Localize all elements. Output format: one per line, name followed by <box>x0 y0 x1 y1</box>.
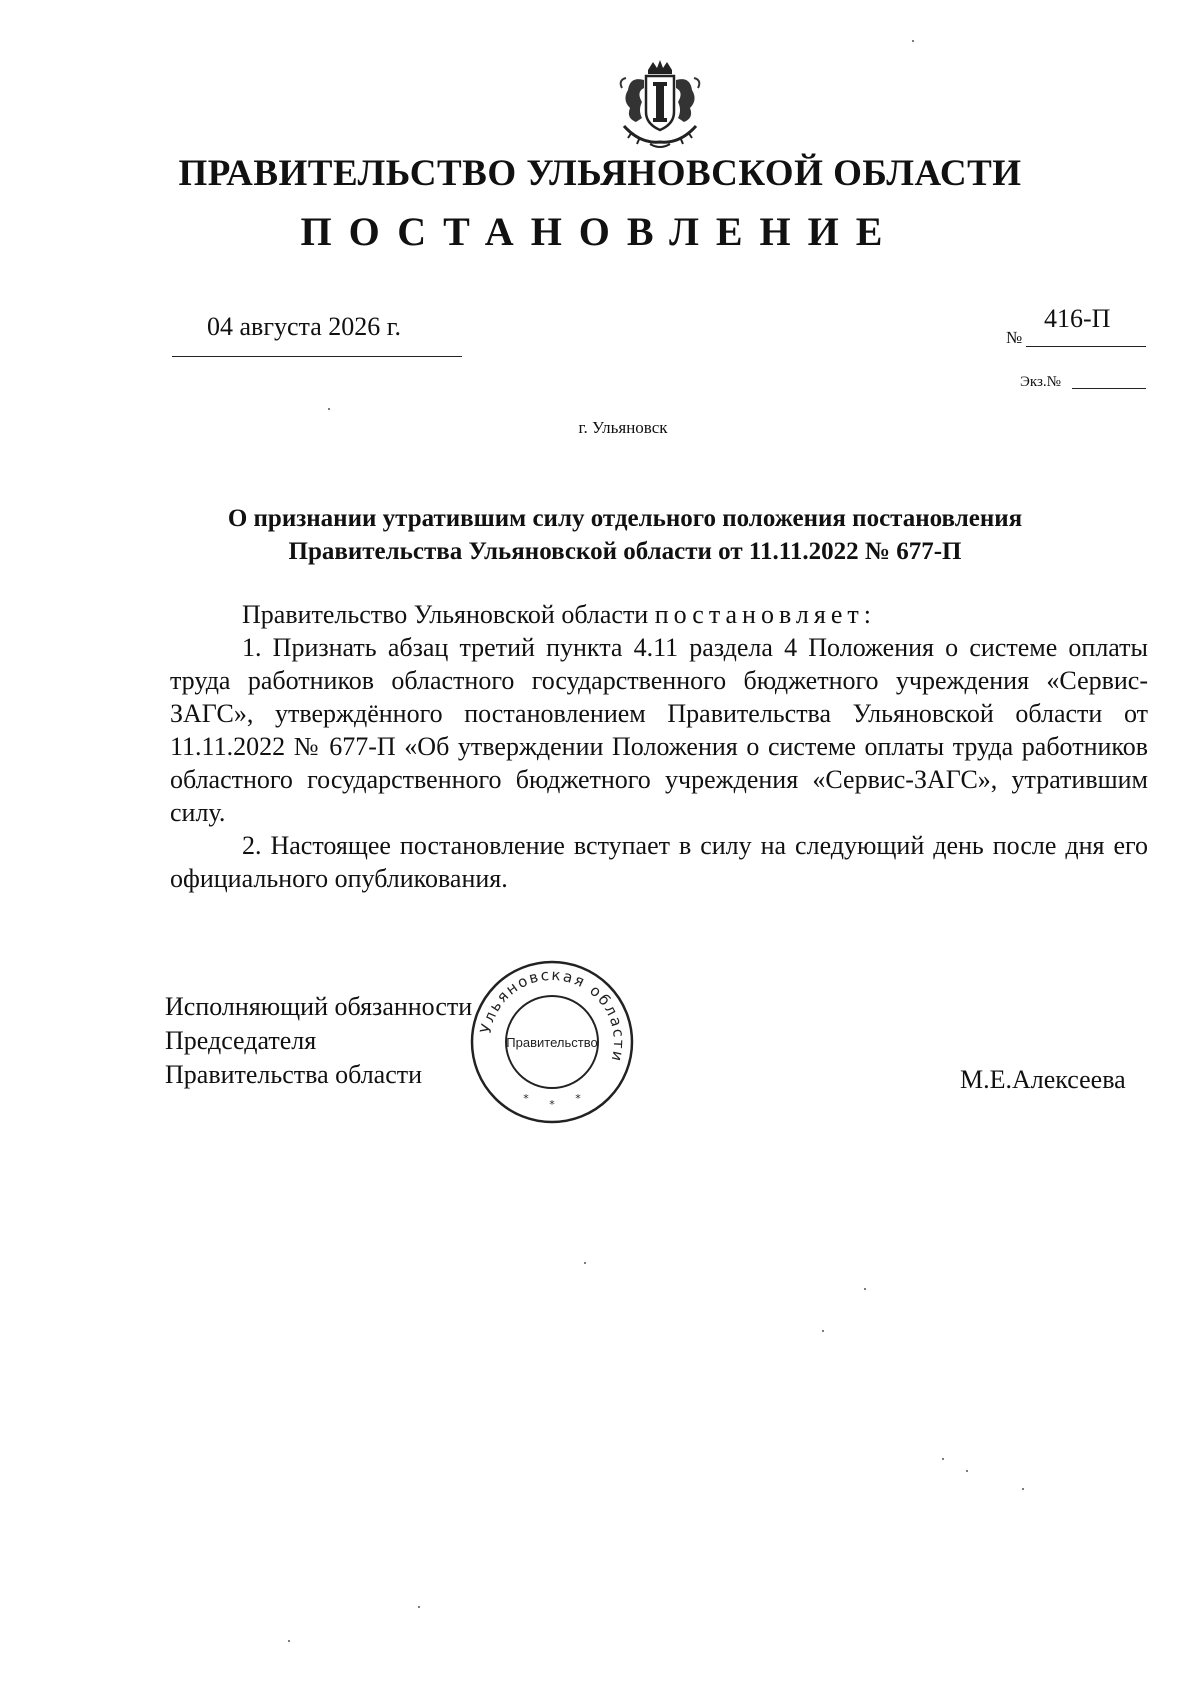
government-title: ПРАВИТЕЛЬСТВО УЛЬЯНОВСКОЙ ОБЛАСТИ <box>178 153 1022 194</box>
document-type-title: ПОСТАНОВЛЕНИЕ <box>300 209 900 254</box>
scan-speck <box>912 40 914 42</box>
city-name: г. Ульяновск <box>578 418 668 437</box>
document-number: 416-П <box>1044 304 1111 333</box>
position-line-3: Правительства области <box>165 1060 423 1089</box>
subject-line-2: Правительства Ульяновской области от 11.11.2022 № 677-П <box>288 538 962 565</box>
svg-text:*: * <box>549 1098 555 1111</box>
scan-speck <box>942 1458 944 1460</box>
document-subject <box>150 502 1100 568</box>
document-date: 04 августа 2026 г. <box>207 312 401 341</box>
intro-text: Правительство Ульяновской области <box>242 600 655 629</box>
scan-speck <box>966 1470 968 1472</box>
scan-speck <box>822 1330 824 1332</box>
scan-speck <box>418 1606 420 1608</box>
svg-text:Ульяновская области: Ульяновская области <box>476 965 629 1065</box>
scan-speck <box>864 1288 866 1290</box>
signatory-name: М.Е.Алексеева <box>960 1065 1126 1094</box>
scan-speck <box>1022 1488 1024 1490</box>
date-underline <box>172 356 462 357</box>
official-seal-stamp <box>468 958 636 1126</box>
position-line-1: Исполняющий обязанности <box>165 992 473 1021</box>
number-underline <box>1026 346 1146 347</box>
ulyanovsk-coat-of-arms-icon <box>610 60 710 152</box>
signatory-position <box>165 990 472 1092</box>
subject-line-1: О признании утратившим силу отдельного положения постановления <box>227 505 1023 532</box>
item-1-paragraph: 1. Признать абзац третий пункта 4.11 раздела 4 Положения о системе оплаты труда работников областного государственного бюджетного учреждения «Сервис-ЗАГС», утверждённого постановлением Правительства Ульяновской области от 11.11.2022 № 677-П «Об утверждении Положения о системе оплаты труда работников областного государственного бюджетного учреждения «Сервис-ЗАГС», утратившим силу. <box>170 633 1148 827</box>
number-sign: № <box>1006 328 1023 347</box>
position-line-2: Председателя <box>165 1026 317 1055</box>
copy-number-label: Экз.№ <box>1020 374 1061 390</box>
svg-text:*: * <box>523 1092 529 1105</box>
svg-text:*: * <box>575 1092 581 1105</box>
document-body <box>170 598 1148 895</box>
svg-text:Правительство: Правительство <box>506 1035 598 1050</box>
scan-speck <box>584 1262 586 1264</box>
copy-number-underline <box>1072 388 1146 389</box>
scan-speck <box>288 1640 290 1642</box>
intro-paragraph <box>170 598 1148 631</box>
intro-verb: постановляет <box>654 600 864 629</box>
scan-speck <box>328 408 330 410</box>
intro-colon: : <box>863 600 871 629</box>
item-2-paragraph: 2. Настоящее постановление вступает в силу на следующий день после дня его официального опубликования. <box>170 831 1148 893</box>
